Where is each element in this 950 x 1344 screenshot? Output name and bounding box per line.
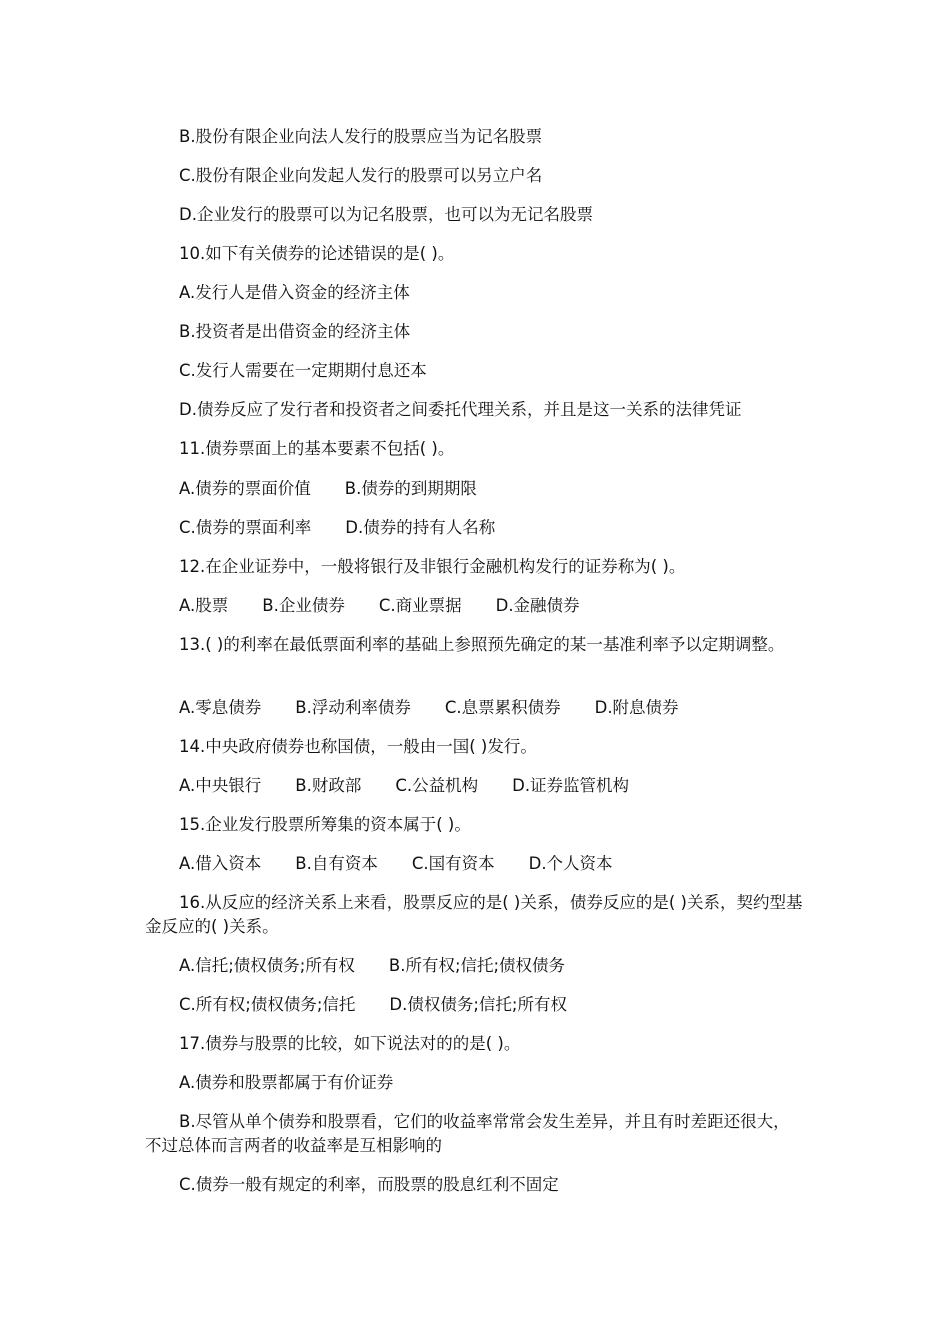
q16-options-row-2 bbox=[179, 994, 567, 1016]
q9-option-b: B.股份有限企业向法人发行的股票应当为记名股票 bbox=[179, 127, 543, 146]
q9-option-d: D.企业发行的股票可以为记名股票，也可以为无记名股票 bbox=[179, 205, 593, 224]
q10-option-a: A.发行人是借入资金的经济主体 bbox=[179, 283, 410, 302]
q12-stem: 12.在企业证券中，一般将银行及非银行金融机构发行的证券称为( )。 bbox=[179, 557, 686, 576]
q13-option-d: D.附息债券 bbox=[594, 698, 679, 717]
q13-option-b: B.浮动利率债券 bbox=[295, 698, 411, 717]
q11-option-c: C.债券的票面利率 bbox=[179, 518, 312, 537]
q16-option-b: B.所有权;信托;债权债务 bbox=[388, 956, 566, 975]
q16-option-c: C.所有权;债权债务;信托 bbox=[179, 995, 356, 1014]
q10-option-c: C.发行人需要在一定期期付息还本 bbox=[179, 361, 427, 380]
q17-option-a: A.债券和股票都属于有价证券 bbox=[179, 1073, 394, 1092]
q15-options bbox=[179, 853, 613, 875]
q15-option-d: D.个人资本 bbox=[528, 854, 613, 873]
q15-stem: 15.企业发行股票所筹集的资本属于( )。 bbox=[179, 815, 471, 834]
q14-option-a: A.中央银行 bbox=[179, 776, 262, 795]
q12-option-b: B.企业债券 bbox=[262, 596, 345, 615]
q10-stem: 10.如下有关债券的论述错误的是( )。 bbox=[179, 244, 455, 263]
q15-option-a: A.借入资本 bbox=[179, 854, 262, 873]
q13-stem: 13.( )的利率在最低票面利率的基础上参照预先确定的某一基准利率予以定期调整。 bbox=[179, 635, 785, 654]
q17-option-c: C.债券一般有规定的利率，而股票的股息红利不固定 bbox=[179, 1175, 559, 1194]
q13-option-a: A.零息债券 bbox=[179, 698, 262, 717]
q13-options bbox=[179, 697, 679, 719]
q14-options bbox=[179, 775, 629, 797]
q11-option-d: D.债券的持有人名称 bbox=[345, 518, 496, 537]
q16-option-d: D.债权债务;信托;所有权 bbox=[389, 995, 567, 1014]
q13-option-c: C.息票累积债券 bbox=[444, 698, 561, 717]
q14-option-d: D.证券监管机构 bbox=[512, 776, 630, 795]
q12-option-d: D.金融债券 bbox=[495, 596, 580, 615]
q14-option-c: C.公益机构 bbox=[395, 776, 479, 795]
q16-option-a: A.信托;债权债务;所有权 bbox=[179, 956, 355, 975]
q12-options bbox=[179, 595, 580, 617]
q17-option-b: B.尽管从单个债券和股票看，它们的收益率常常会发生差异，并且有时差距还很大，不过总体而言两者的收益率是互相影响的 bbox=[145, 1112, 790, 1155]
q11-option-b: B.债券的到期期限 bbox=[344, 479, 477, 498]
q11-option-a: A.债券的票面价值 bbox=[179, 479, 311, 498]
q15-option-c: C.国有资本 bbox=[411, 854, 495, 873]
q17-stem: 17.债券与股票的比较，如下说法对的的是( )。 bbox=[179, 1034, 521, 1053]
q15-option-b: B.自有资本 bbox=[295, 854, 378, 873]
q12-option-a: A.股票 bbox=[179, 596, 229, 615]
q11-options-row-2 bbox=[179, 517, 495, 539]
q11-options-row-1 bbox=[179, 478, 477, 500]
q12-option-c: C.商业票据 bbox=[378, 596, 462, 615]
q10-option-d: D.债券反应了发行者和投资者之间委托代理关系，并且是这一关系的法律凭证 bbox=[179, 400, 742, 419]
q14-option-b: B.财政部 bbox=[295, 776, 362, 795]
q11-stem: 11.债券票面上的基本要素不包括( )。 bbox=[179, 439, 455, 458]
q9-option-c: C.股份有限企业向发起人发行的股票可以另立户名 bbox=[179, 166, 543, 185]
q16-stem: 16.从反应的经济关系上来看，股票反应的是( )关系，债券反应的是( )关系，契约型基金反应的( )关系。 bbox=[145, 893, 803, 936]
q10-option-b: B.投资者是出借资金的经济主体 bbox=[179, 322, 411, 341]
q14-stem: 14.中央政府债券也称国债，一般由一国( )发行。 bbox=[179, 737, 537, 756]
q16-options-row-1 bbox=[179, 955, 565, 977]
